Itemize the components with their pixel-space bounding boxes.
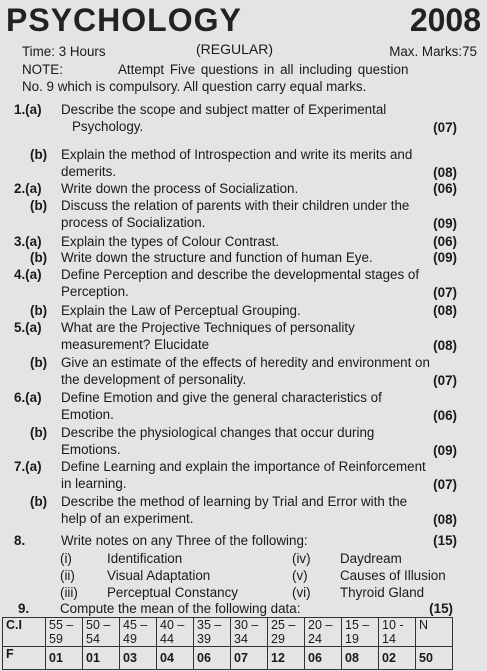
class-interval-upper: 54	[86, 632, 100, 646]
class-interval-upper: 49	[123, 632, 137, 646]
question-label: (b)	[30, 147, 48, 162]
q9-label: 9.	[18, 601, 30, 616]
time-allowed: Time: 3 Hours	[22, 44, 106, 59]
question-text-line: the development of personality.	[61, 372, 247, 387]
class-interval-cell	[194, 618, 231, 647]
note-line-2: No. 9 which is compulsory. All question carry equal marks.	[22, 79, 367, 94]
class-interval-lower: 55 –	[49, 618, 74, 632]
question-text-line: help of an experiment.	[61, 511, 194, 526]
question-text-line: Write down the process of Socialization.	[61, 181, 299, 196]
q9-text: Compute the mean of the following data:	[60, 601, 301, 616]
class-interval-upper: 14	[382, 632, 396, 646]
q8-option-text: Causes of Illusion	[340, 568, 446, 583]
question-label: (b)	[30, 425, 48, 440]
question-text-line: Define Learning and explain the importance of Reinforcement	[61, 459, 426, 474]
question-marks: (07)	[433, 373, 457, 388]
question-label: 7.(a)	[14, 459, 42, 474]
class-interval-cell	[46, 618, 83, 647]
question-text-line: What are the Projective Techniques of personality	[61, 320, 355, 335]
class-interval-cell	[268, 618, 305, 647]
question-text-line: Define Perception and describe the developmental stages of	[61, 267, 420, 282]
question-text-line: Psychology.	[72, 119, 144, 134]
ci-row	[3, 618, 453, 647]
question-marks: (07)	[433, 285, 457, 300]
question-text-line: Describe the method of learning by Trial and Error with the	[61, 494, 408, 509]
question-text-line: Write notes on any Three of the following:	[61, 533, 308, 548]
question-marks: (09)	[433, 443, 457, 458]
q8-option-text: Daydream	[340, 551, 402, 566]
q8-option-text: Thyroid Gland	[340, 585, 425, 600]
question-text-line: process of Socialization.	[61, 215, 206, 230]
question-label: 6.(a)	[14, 390, 42, 405]
class-interval-lower: 20 –	[308, 618, 333, 632]
question-marks: (06)	[433, 181, 457, 196]
question-marks: (08)	[433, 338, 457, 353]
question-marks: (08)	[433, 303, 457, 318]
class-interval-lower: 25 –	[271, 618, 296, 632]
question-marks: (15)	[433, 533, 457, 548]
question-label: (b)	[30, 355, 48, 370]
class-interval-upper: 39	[197, 632, 211, 646]
max-marks: Max. Marks:75	[389, 44, 477, 59]
question-label: 5.(a)	[14, 320, 42, 335]
question-text-line: in learning.	[61, 476, 127, 491]
class-interval-upper: 24	[308, 632, 322, 646]
f-label: F	[3, 647, 46, 670]
question-text-line: Emotion.	[61, 407, 114, 422]
class-interval-lower: 35 –	[197, 618, 222, 632]
question-label: 3.(a)	[14, 234, 42, 249]
question-marks: (07)	[433, 477, 457, 492]
frequency-cell: 50	[416, 647, 453, 670]
exam-year: 2008	[409, 2, 481, 38]
class-interval-cell	[416, 618, 453, 647]
class-interval-cell	[120, 618, 157, 647]
frequency-cell: 06	[194, 647, 231, 670]
q9-marks: (15)	[429, 601, 453, 616]
frequency-cell: 08	[342, 647, 379, 670]
question-label: (b)	[30, 303, 48, 318]
frequency-cell: 02	[379, 647, 416, 670]
class-interval-lower: 15 –	[345, 618, 370, 632]
question-text-line: Perception.	[61, 284, 129, 299]
frequency-cell: 01	[46, 647, 83, 670]
question-label: (b)	[30, 494, 48, 509]
note-label: NOTE:	[22, 62, 63, 77]
question-text-line: Describe the physiological changes that occur during	[61, 425, 375, 440]
question-label: 4.(a)	[14, 267, 42, 282]
question-marks: (09)	[433, 216, 457, 231]
question-label: (b)	[30, 250, 48, 265]
class-interval-lower: 50 –	[86, 618, 111, 632]
class-interval-upper: 19	[345, 632, 359, 646]
class-interval-cell	[157, 618, 194, 647]
q8-option-number: (ii)	[60, 568, 75, 583]
class-interval-lower: 30 –	[234, 618, 259, 632]
question-text-line: Discuss the relation of parents with their children under the	[61, 198, 410, 213]
f-row	[3, 647, 453, 670]
q8-option-number: (v)	[292, 568, 308, 583]
class-interval-upper: 34	[234, 632, 248, 646]
frequency-cell: 12	[268, 647, 305, 670]
q8-option-text: Perceptual Constancy	[107, 585, 239, 600]
question-marks: (08)	[433, 512, 457, 527]
question-label: 2.(a)	[14, 181, 42, 196]
question-text-line: measurement? Elucidate	[61, 337, 210, 352]
question-label: 8.	[14, 533, 26, 548]
frequency-table	[2, 617, 453, 670]
question-marks: (08)	[433, 165, 457, 180]
question-text-line: demerits.	[61, 164, 117, 179]
question-marks: (06)	[433, 408, 457, 423]
q8-option-number: (iv)	[292, 551, 311, 566]
q8-option-text: Visual Adaptation	[107, 568, 211, 583]
frequency-cell: 04	[157, 647, 194, 670]
question-text-line: Explain the types of Colour Contrast.	[61, 234, 280, 249]
class-interval-cell	[231, 618, 268, 647]
class-interval-cell	[379, 618, 416, 647]
class-interval-lower: 10 -	[382, 618, 404, 632]
question-text-line: Define Emotion and give the general characteristics of	[61, 390, 382, 405]
question-text-line: Explain the method of Introspection and write its merits and	[61, 147, 413, 162]
frequency-cell: 03	[120, 647, 157, 670]
question-label: (b)	[30, 198, 48, 213]
question-marks: (06)	[433, 234, 457, 249]
question-text-line: Write down the structure and function of human Eye.	[61, 250, 373, 265]
question-marks: (07)	[433, 120, 457, 135]
class-interval-lower: N	[419, 618, 429, 632]
q8-option-number: (vi)	[292, 585, 311, 600]
title-banner	[0, 0, 487, 40]
ci-label: C.I	[3, 618, 46, 647]
question-marks: (09)	[433, 250, 457, 265]
question-text-line: Describe the scope and subject matter of Experimental	[61, 102, 387, 117]
class-interval-cell	[305, 618, 342, 647]
question-text-line: Give an estimate of the effects of heredity and environment on	[61, 355, 430, 370]
question-label: 1.(a)	[14, 102, 42, 117]
frequency-cell: 01	[83, 647, 120, 670]
class-interval-cell	[83, 618, 120, 647]
subject-title: PSYCHOLOGY	[6, 2, 242, 38]
question-text-line: Explain the Law of Perceptual Grouping.	[61, 303, 301, 318]
class-interval-upper: 29	[271, 632, 285, 646]
question-text-line: Emotions.	[61, 442, 121, 457]
exam-type: (REGULAR)	[196, 41, 274, 57]
class-interval-lower: 45 –	[123, 618, 148, 632]
note-line-1: Attempt Five questions in all including question	[118, 62, 409, 77]
q8-option-number: (iii)	[60, 585, 78, 600]
class-interval-upper: 59	[49, 632, 63, 646]
q8-option-number: (i)	[60, 551, 72, 566]
class-interval-upper: 44	[160, 632, 174, 646]
frequency-cell: 06	[305, 647, 342, 670]
class-interval-cell	[342, 618, 379, 647]
class-interval-lower: 40 –	[160, 618, 185, 632]
frequency-cell: 07	[231, 647, 268, 670]
q8-option-text: Identification	[107, 551, 183, 566]
